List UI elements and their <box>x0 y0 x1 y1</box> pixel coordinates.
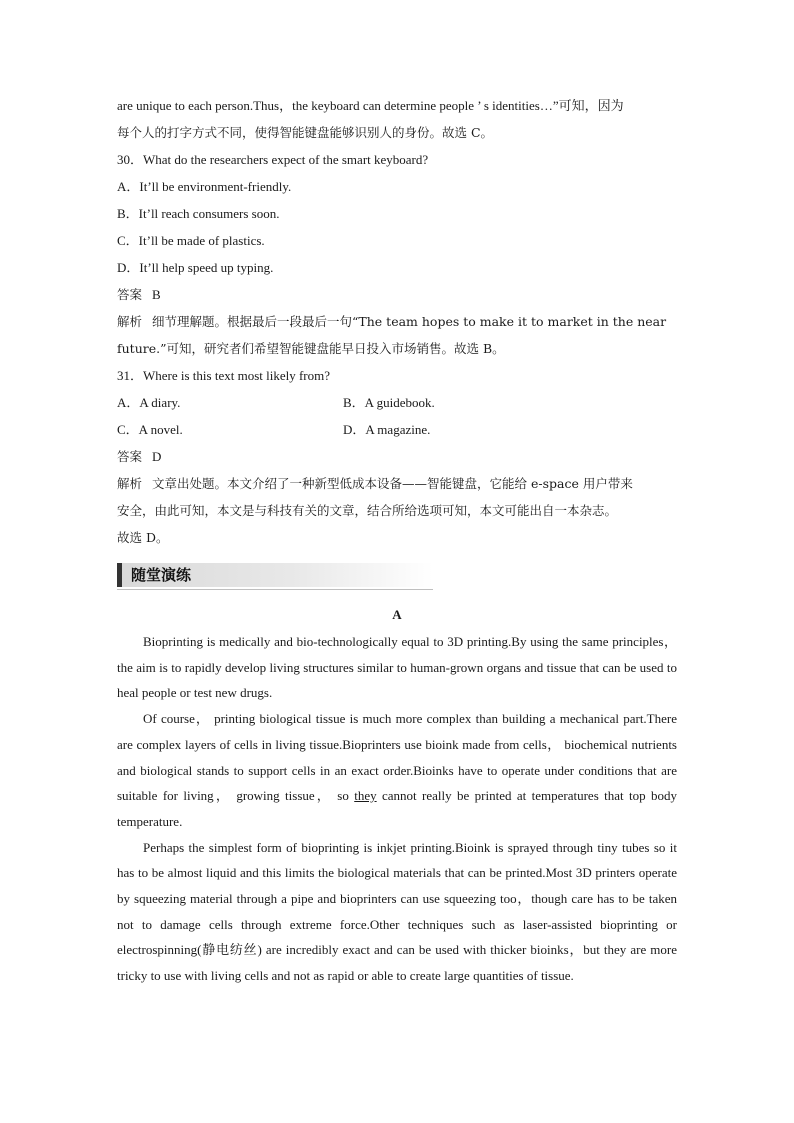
paragraph-text: cannot really be printed at temperatures that top body temperature. <box>117 788 677 829</box>
passage-paragraph-1: Bioprinting is medically and bio-technologically equal to 3D printing.By using the same principles， the aim is to rapidly develop living structures similar to human-grown organs and tissue that can be used to heal people or test new drugs. <box>117 634 677 701</box>
analysis-text: 细节理解题。根据最后一段最后一句“The team hopes to make it to market in the near <box>152 314 667 329</box>
answer-value: D <box>152 449 162 464</box>
q31-options-row-1 <box>117 389 677 416</box>
q31-option-a: A．A diary. <box>117 395 181 410</box>
document-page <box>117 92 677 989</box>
analysis-text: 文章出处题。本文介绍了一种新型低成本设备——智能键盘，它能给 e-space 用户带来 <box>152 476 633 491</box>
q30-option-d: D．It’ll help speed up typing. <box>117 260 274 275</box>
passage-paragraph-2 <box>117 706 677 835</box>
q31-option-c: C．A novel. <box>117 422 183 437</box>
q31-question: 31．Where is this text most likely from? <box>117 368 331 383</box>
passage-title: A <box>392 607 402 622</box>
q30-option-a: A．It’ll be environment-friendly. <box>117 179 292 194</box>
analysis-label: 解析 <box>117 314 143 329</box>
section-title: 随堂演练 <box>131 566 192 584</box>
q31-analysis-line-3: 故选 D。 <box>117 530 169 545</box>
q30-analysis-line-1 <box>117 308 677 335</box>
q31-answer <box>117 443 677 470</box>
underlined-word: they <box>354 788 377 804</box>
q29-analysis-line-1: are unique to each person.Thus，the keyboard can determine people ’ s identities…”可知，因为 <box>117 98 624 113</box>
q30-question: 30．What do the researchers expect of the smart keyboard? <box>117 152 429 167</box>
q31-option-d: D．A magazine. <box>343 422 431 437</box>
answer-value: B <box>152 287 161 302</box>
answer-label: 答案 <box>117 449 143 464</box>
section-rule <box>117 589 433 590</box>
answer-label: 答案 <box>117 287 143 302</box>
q31-analysis-line-2: 安全，由此可知，本文是与科技有关的文章，结合所给选项可知，本文可能出自一本杂志。 <box>117 503 618 518</box>
q31-analysis-line-1 <box>117 470 677 497</box>
section-header <box>117 563 433 587</box>
q29-analysis-line-2: 每个人的打字方式不同，使得智能键盘能够识别人的身份。故选 C。 <box>117 125 494 140</box>
q30-answer <box>117 281 677 308</box>
q31-option-b: B．A guidebook. <box>343 395 435 410</box>
q30-option-b: B．It’ll reach consumers soon. <box>117 206 280 221</box>
q31-options-row-2 <box>117 416 677 443</box>
q30-analysis-line-2: future.”可知，研究者们希望智能键盘能早日投入市场销售。故选 B。 <box>117 341 505 356</box>
passage-body <box>117 629 677 989</box>
paragraph-text: Of course， printing biological tissue is much more complex than building a mechanical part.There are complex layers of cells in living tissue.Bioprinters use bioink made from cells， biochemical nutrients and biological stands to support cells in an exact order.Bioinks have to operate under conditions that are suitable for living， growing tissue， so <box>117 711 677 804</box>
analysis-label: 解析 <box>117 476 143 491</box>
passage-paragraph-3: Perhaps the simplest form of bioprinting is inkjet printing.Bioink is sprayed through tiny tubes so it has to be almost liquid and this limits the biological materials that can be printed.Most 3D printers operate by squeezing material through a pipe and bioprinters can use squeezing too，though care has to be taken not to damage cells through extreme force.Other techniques such as laser-assisted bioprinting or electrospinning(静电纺丝) are incredibly exact and can be used with thicker bioinks，but they are more tricky to use with living cells and not as rapid or able to create large quantities of tissue. <box>117 839 677 984</box>
section-marker <box>117 563 122 587</box>
q30-option-c: C．It’ll be made of plastics. <box>117 233 265 248</box>
